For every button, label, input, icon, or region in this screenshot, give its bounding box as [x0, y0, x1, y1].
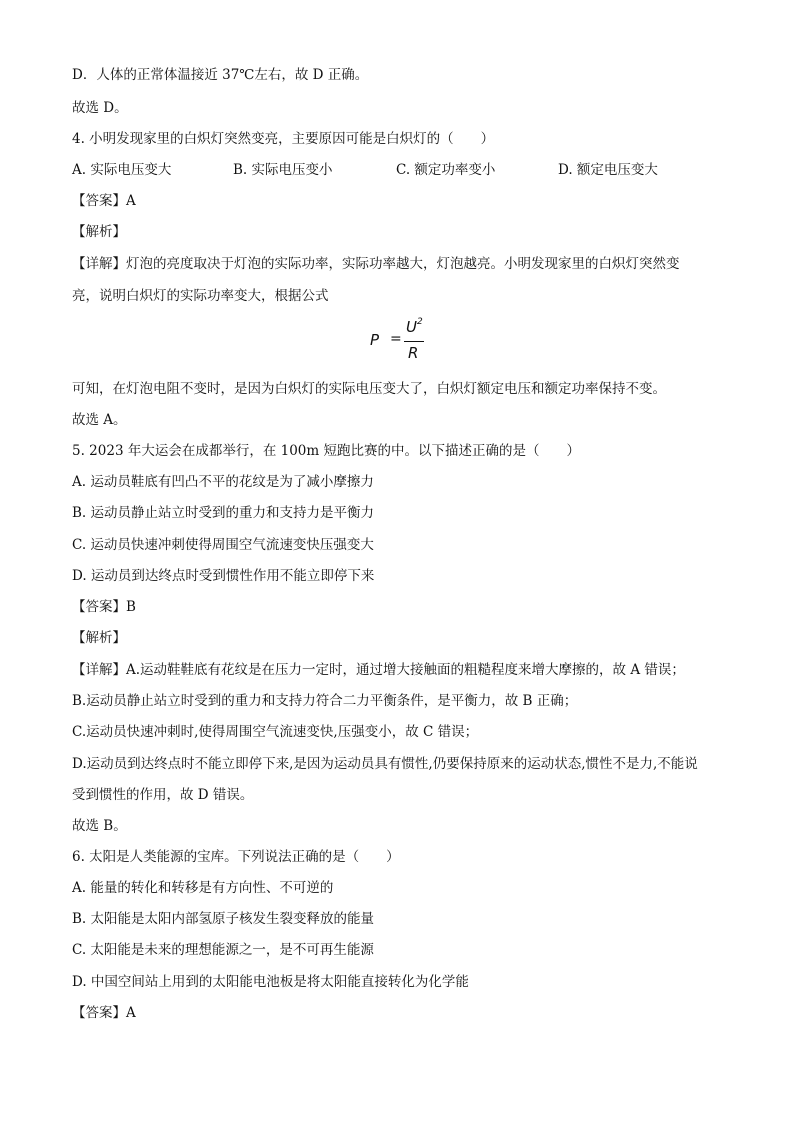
q4-detail-line-1: 【详解】灯泡的亮度取决于灯泡的实际功率，实际功率越大，灯泡越亮。小明发现家里的白炽灯突然变 — [72, 256, 680, 272]
q4-stem: 4. 小明发现家里的白炽灯突然变亮，主要原因可能是白炽灯的（ ） — [72, 131, 495, 147]
formula-lhs: P — [370, 331, 380, 349]
q5-detail-c: C.运动员快速冲刺时,使得周围空气流速变快,压强变小，故 C 错误； — [72, 724, 479, 740]
q5-stem: 5. 2023 年大运会在成都举行，在 100m 短跑比赛的中。以下描述正确的是（ ） — [72, 443, 580, 459]
q4-answer: 【答案】A — [72, 193, 136, 209]
q4-detail-line-2: 亮，说明白炽灯的实际功率变大，根据公式 — [72, 288, 329, 304]
q5-answer: 【答案】B — [72, 599, 136, 615]
q5-option-b: B. 运动员静止站立时受到的重力和支持力是平衡力 — [72, 505, 375, 521]
q4-option-b: B. 实际电压变小 — [233, 162, 333, 178]
q4-option-c: C. 额定功率变小 — [396, 162, 496, 178]
q5-detail-d-line-1: D.运动员到达终点时不能立即停下来,是因为运动员具有惯性,仍要保持原来的运动状态,惯性不是力,不能说 — [72, 756, 698, 772]
q5-analysis-label: 【解析】 — [72, 630, 126, 646]
q6-option-c: C. 太阳能是未来的理想能源之一，是不可再生能源 — [72, 942, 374, 958]
q4-analysis-label: 【解析】 — [72, 224, 126, 240]
q6-stem: 6. 太阳是人类能源的宝库。下列说法正确的是（ ） — [72, 849, 400, 865]
q3-conclusion: 故选 D。 — [72, 100, 128, 116]
q6-option-d: D. 中国空间站上用到的太阳能电池板是将太阳能直接转化为化学能 — [72, 974, 469, 990]
q3-option-d-explanation: D．人体的正常体温接近 37℃左右，故 D 正确。 — [72, 67, 369, 83]
q5-option-c: C. 运动员快速冲刺使得周围空气流速变快压强变大 — [72, 537, 374, 553]
q6-option-a: A. 能量的转化和转移是有方向性、不可逆的 — [72, 880, 334, 896]
q5-detail-a: 【详解】A.运动鞋鞋底有花纹是在压力一定时，通过增大接触面的粗糙程度来增大摩擦的，故 A 错误； — [72, 662, 685, 678]
q6-answer: 【答案】A — [72, 1005, 136, 1021]
formula-exponent: 2 — [416, 317, 423, 327]
q6-option-b: B. 太阳能是太阳内部氢原子核发生裂变释放的能量 — [72, 911, 375, 927]
power-formula — [368, 318, 438, 368]
formula-denominator: R — [408, 344, 419, 362]
fraction-bar — [404, 341, 424, 342]
q4-conclusion: 故选 A。 — [72, 412, 127, 428]
q5-detail-d-line-2: 受到惯性的作用，故 D 错误。 — [72, 787, 254, 803]
q5-detail-b: B.运动员静止站立时受到的重力和支持力符合二力平衡条件，是平衡力，故 B 正确； — [72, 693, 578, 709]
q4-option-a: A. 实际电压变大 — [72, 162, 172, 178]
q5-option-d: D. 运动员到达终点时受到惯性作用不能立即停下来 — [72, 568, 375, 584]
q5-conclusion: 故选 B。 — [72, 818, 127, 834]
q4-detail-line-3: 可知，在灯泡电阻不变时，是因为白炽灯的实际电压变大了，白炽灯额定电压和额定功率保持不变。 — [72, 381, 666, 397]
formula-numerator: $U^2$ — [406, 317, 423, 336]
q5-option-a: A. 运动员鞋底有凹凸不平的花纹是为了减小摩擦力 — [72, 474, 374, 490]
q4-option-d: D. 额定电压变大 — [558, 162, 658, 178]
formula-equals: = — [390, 331, 402, 347]
